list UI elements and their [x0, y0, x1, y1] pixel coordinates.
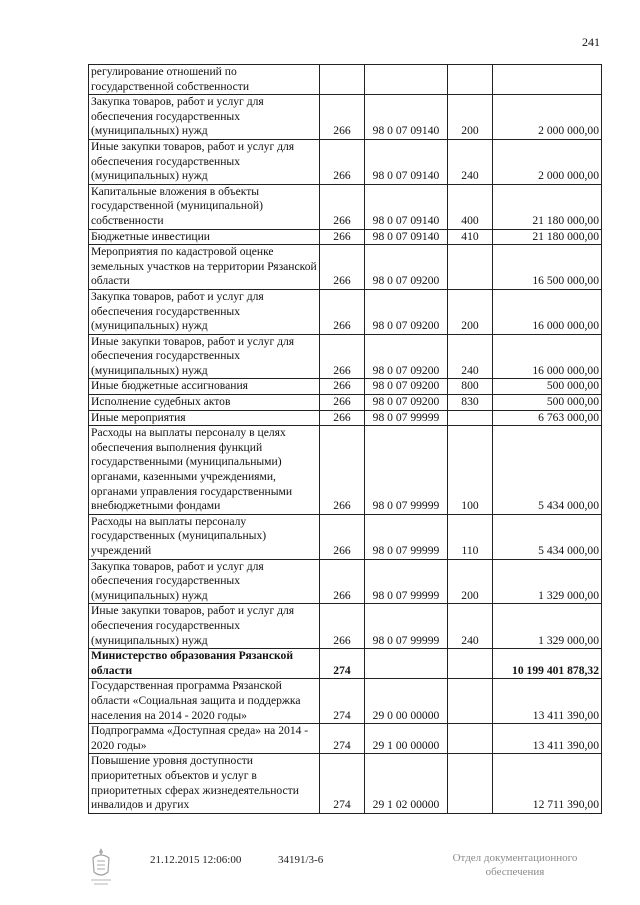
row-vr-cell: 200: [448, 95, 493, 140]
row-csr-cell: 98 0 07 09200: [365, 395, 448, 411]
budget-table-body: [89, 65, 602, 814]
table-row: [89, 95, 602, 140]
row-csr-cell: 29 0 00 00000: [365, 679, 448, 724]
row-vr-cell: 400: [448, 184, 493, 229]
row-vr-cell: 240: [448, 139, 493, 184]
table-row: [89, 559, 602, 604]
row-csr-cell: 98 0 07 09200: [365, 289, 448, 334]
row-name-cell: Капитальные вложения в объекты государственной (муниципальной) собственности: [89, 184, 320, 229]
row-csr-cell: 98 0 07 99999: [365, 410, 448, 426]
row-sum-cell: 500 000,00: [493, 379, 602, 395]
row-code-cell: 274: [320, 754, 365, 813]
row-vr-cell: [448, 410, 493, 426]
table-row: [89, 65, 602, 95]
row-vr-cell: [448, 724, 493, 754]
emblem-icon: [88, 846, 114, 886]
row-vr-cell: 830: [448, 395, 493, 411]
row-name-cell: Бюджетные инвестиции: [89, 229, 320, 245]
row-csr-cell: 98 0 07 99999: [365, 559, 448, 604]
row-name-cell: Мероприятия по кадастровой оценке земельных участков на территории Рязанской области: [89, 245, 320, 290]
row-code-cell: 266: [320, 410, 365, 426]
table-row: [89, 426, 602, 515]
row-vr-cell: 200: [448, 289, 493, 334]
row-vr-cell: [448, 679, 493, 724]
row-name-cell: Закупка товаров, работ и услуг для обеспечения государственных (муниципальных) нужд: [89, 95, 320, 140]
table-row: [89, 514, 602, 559]
row-code-cell: 266: [320, 334, 365, 379]
row-csr-cell: 98 0 07 09200: [365, 379, 448, 395]
row-name-cell: Расходы на выплаты персоналу государственных (муниципальных) учреждений: [89, 514, 320, 559]
row-sum-cell: 12 711 390,00: [493, 754, 602, 813]
row-vr-cell: [448, 65, 493, 95]
row-sum-cell: 21 180 000,00: [493, 229, 602, 245]
row-vr-cell: 110: [448, 514, 493, 559]
row-sum-cell: 2 000 000,00: [493, 139, 602, 184]
row-code-cell: 266: [320, 184, 365, 229]
row-name-cell: Иные закупки товаров, работ и услуг для обеспечения государственных (муниципальных) нужд: [89, 139, 320, 184]
row-sum-cell: 16 000 000,00: [493, 334, 602, 379]
row-name-cell: Повышение уровня доступности приоритетных объектов и услуг в приоритетных сферах жизнедеятельности инвалидов и других: [89, 754, 320, 813]
row-name-cell: Министерство образования Рязанской области: [89, 649, 320, 679]
table-row: [89, 379, 602, 395]
table-row: [89, 410, 602, 426]
table-row: [89, 754, 602, 813]
row-name-cell: регулирование отношений по государственной собственности: [89, 65, 320, 95]
page-number: 241: [582, 35, 600, 49]
row-code-cell: 266: [320, 229, 365, 245]
row-vr-cell: 240: [448, 334, 493, 379]
row-sum-cell: 10 199 401 878,32: [493, 649, 602, 679]
row-name-cell: Иные закупки товаров, работ и услуг для обеспечения государственных (муниципальных) нужд: [89, 604, 320, 649]
row-vr-cell: 410: [448, 229, 493, 245]
row-sum-cell: 16 000 000,00: [493, 289, 602, 334]
row-sum-cell: 5 434 000,00: [493, 426, 602, 515]
row-csr-cell: 98 0 07 99999: [365, 426, 448, 515]
row-csr-cell: 98 0 07 99999: [365, 604, 448, 649]
row-sum-cell: 16 500 000,00: [493, 245, 602, 290]
table-row: [89, 649, 602, 679]
row-vr-cell: [448, 245, 493, 290]
row-vr-cell: [448, 649, 493, 679]
table-row: [89, 289, 602, 334]
row-vr-cell: 800: [448, 379, 493, 395]
table-row: [89, 395, 602, 411]
row-sum-cell: [493, 65, 602, 95]
table-row: [89, 139, 602, 184]
row-name-cell: Государственная программа Рязанской области «Социальная защита и поддержка населения на 2014 - 2020 годы»: [89, 679, 320, 724]
row-code-cell: 266: [320, 245, 365, 290]
row-code-cell: 266: [320, 426, 365, 515]
budget-table: [88, 64, 602, 814]
row-code-cell: 266: [320, 604, 365, 649]
row-vr-cell: 200: [448, 559, 493, 604]
table-row: [89, 334, 602, 379]
row-csr-cell: 29 1 00 00000: [365, 724, 448, 754]
row-csr-cell: [365, 649, 448, 679]
row-code-cell: 266: [320, 379, 365, 395]
row-vr-cell: 240: [448, 604, 493, 649]
row-code-cell: 266: [320, 559, 365, 604]
row-vr-cell: [448, 754, 493, 813]
table-row: [89, 724, 602, 754]
row-code-cell: 274: [320, 724, 365, 754]
row-sum-cell: 13 411 390,00: [493, 679, 602, 724]
row-csr-cell: 98 0 07 09140: [365, 229, 448, 245]
table-row: [89, 229, 602, 245]
row-sum-cell: 5 434 000,00: [493, 514, 602, 559]
row-name-cell: Расходы на выплаты персоналу в целях обеспечения выполнения функций государственными (муниципальными) органами, казенными учреждениями, органами управления государственными внебюджетными фондами: [89, 426, 320, 515]
row-sum-cell: 2 000 000,00: [493, 95, 602, 140]
row-sum-cell: 1 329 000,00: [493, 604, 602, 649]
row-code-cell: 266: [320, 289, 365, 334]
row-code-cell: 266: [320, 395, 365, 411]
row-code-cell: 274: [320, 649, 365, 679]
table-row: [89, 184, 602, 229]
row-csr-cell: 98 0 07 09140: [365, 95, 448, 140]
row-code-cell: [320, 65, 365, 95]
row-name-cell: Закупка товаров, работ и услуг для обеспечения государственных (муниципальных) нужд: [89, 289, 320, 334]
row-sum-cell: 500 000,00: [493, 395, 602, 411]
row-csr-cell: 98 0 07 09200: [365, 334, 448, 379]
row-code-cell: 274: [320, 679, 365, 724]
row-code-cell: 266: [320, 95, 365, 140]
table-row: [89, 679, 602, 724]
row-csr-cell: 98 0 07 09200: [365, 245, 448, 290]
row-name-cell: Исполнение судебных актов: [89, 395, 320, 411]
row-csr-cell: 98 0 07 09140: [365, 184, 448, 229]
row-csr-cell: 98 0 07 09140: [365, 139, 448, 184]
row-vr-cell: 100: [448, 426, 493, 515]
row-csr-cell: 98 0 07 99999: [365, 514, 448, 559]
row-csr-cell: 29 1 02 00000: [365, 754, 448, 813]
row-sum-cell: 6 763 000,00: [493, 410, 602, 426]
row-csr-cell: [365, 65, 448, 95]
row-name-cell: Подпрограмма «Доступная среда» на 2014 - 2020 годы»: [89, 724, 320, 754]
table-row: [89, 245, 602, 290]
footer-department-stamp: Отдел документационного обеспечения: [452, 852, 578, 878]
row-name-cell: Иные мероприятия: [89, 410, 320, 426]
row-sum-cell: 13 411 390,00: [493, 724, 602, 754]
footer-date: 21.12.2015 12:06:00: [150, 854, 242, 866]
footer-doc-code: 34191/3-6: [278, 854, 324, 866]
row-sum-cell: 21 180 000,00: [493, 184, 602, 229]
row-code-cell: 266: [320, 139, 365, 184]
row-name-cell: Закупка товаров, работ и услуг для обеспечения государственных (муниципальных) нужд: [89, 559, 320, 604]
row-code-cell: 266: [320, 514, 365, 559]
row-name-cell: Иные бюджетные ассигнования: [89, 379, 320, 395]
table-row: [89, 604, 602, 649]
row-name-cell: Иные закупки товаров, работ и услуг для обеспечения государственных (муниципальных) нужд: [89, 334, 320, 379]
row-sum-cell: 1 329 000,00: [493, 559, 602, 604]
